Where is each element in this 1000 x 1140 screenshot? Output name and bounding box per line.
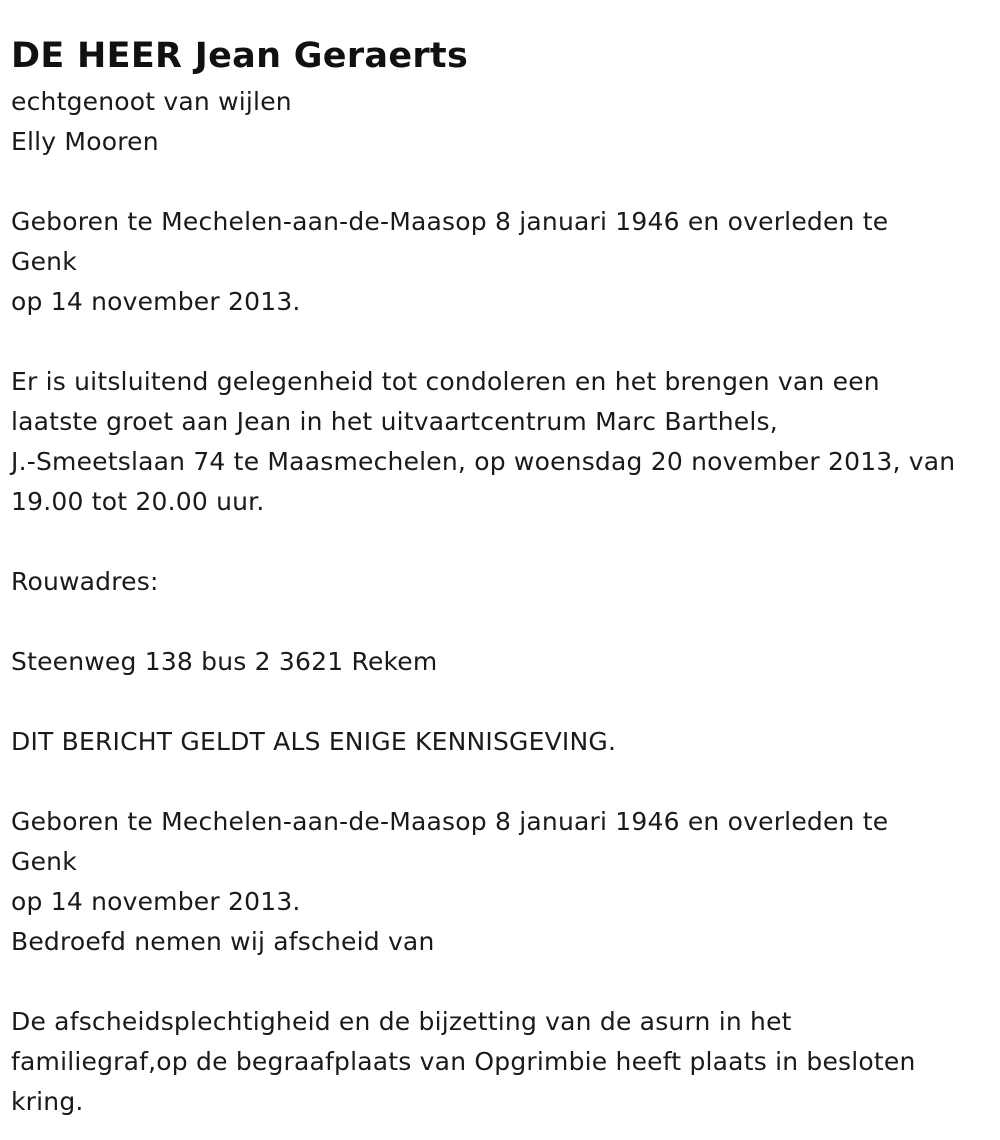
spacer <box>11 522 989 562</box>
spouse-name: Elly Mooren <box>11 127 159 156</box>
paragraph-line: J.-Smeetslaan 74 te Maasmechelen, op woensdag 20 november 2013, van <box>11 447 956 476</box>
address-label: Rouwadres: <box>11 567 159 596</box>
spacer <box>11 962 989 1002</box>
paragraph-line: op 14 november 2013. <box>11 887 301 916</box>
paragraph-line: familiegraf,op de begraafplaats van Opgrimbie heeft plaats in besloten <box>11 1047 916 1076</box>
spacer <box>11 322 989 362</box>
paragraph-line: op 14 november 2013. <box>11 287 301 316</box>
paragraph-line: Genk <box>11 247 77 276</box>
mourning-address: Steenweg 138 bus 2 3621 Rekem <box>11 647 438 676</box>
paragraph-line: laatste groet aan Jean in het uitvaartcentrum Marc Barthels, <box>11 407 778 436</box>
paragraph-line: Geboren te Mechelen-aan-de-Maasop 8 januari 1946 en overleden te <box>11 807 889 836</box>
birth-death-paragraph-2 <box>11 802 989 962</box>
paragraph-line: Genk <box>11 847 77 876</box>
spacer <box>11 162 989 202</box>
spouse-prefix: echtgenoot van wijlen <box>11 87 292 116</box>
birth-death-paragraph-1 <box>11 202 989 322</box>
paragraph-line: Geboren te Mechelen-aan-de-Maasop 8 januari 1946 en overleden te <box>11 207 889 236</box>
ceremony-paragraph <box>11 1002 989 1122</box>
condolence-paragraph <box>11 362 989 522</box>
paragraph-line: 19.00 tot 20.00 uur. <box>11 487 265 516</box>
paragraph-line: Er is uitsluitend gelegenheid tot condoleren en het brengen van een <box>11 367 880 396</box>
spacer <box>11 682 989 722</box>
spacer <box>11 602 989 642</box>
paragraph-line: De afscheidsplechtigheid en de bijzetting van de asurn in het <box>11 1007 792 1036</box>
paragraph-line: Bedroefd nemen wij afscheid van <box>11 927 435 956</box>
page-title: DE HEER Jean Geraerts <box>11 36 469 76</box>
obituary-notice <box>11 30 989 1122</box>
paragraph-line: kring. <box>11 1087 84 1116</box>
notice-statement: DIT BERICHT GELDT ALS ENIGE KENNISGEVING. <box>11 727 617 756</box>
spacer <box>11 762 989 802</box>
